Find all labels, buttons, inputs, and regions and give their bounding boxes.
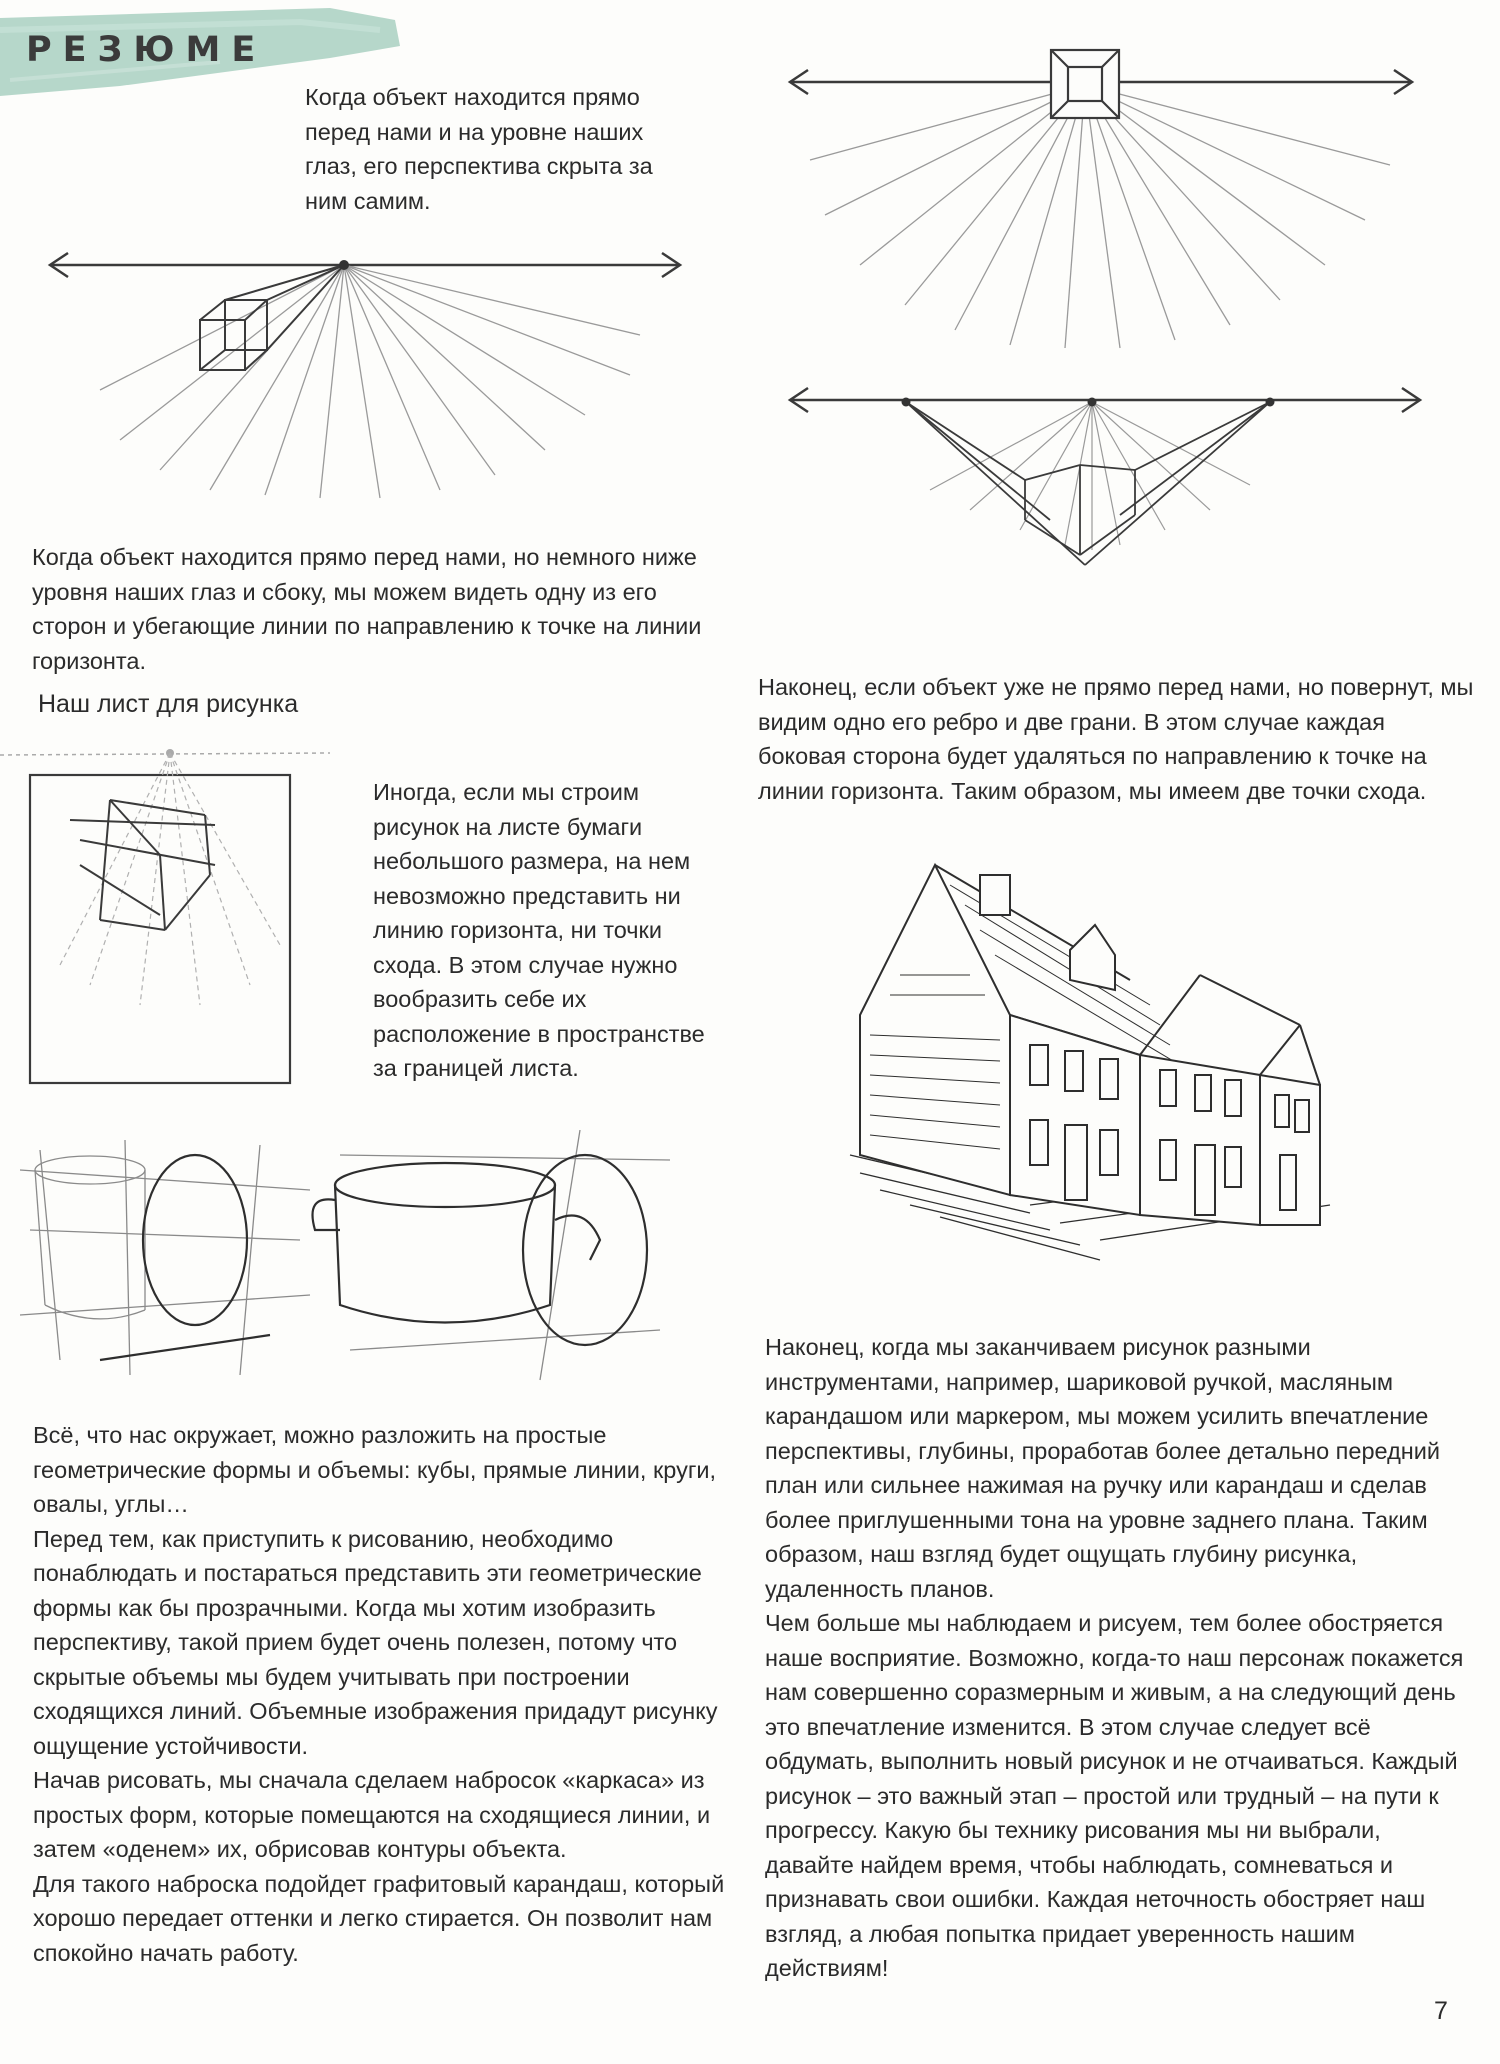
paragraph: Для такого наброска подойдет графитовый карандаш, который хорошо передает оттенки и легко стирается. Он позволит нам спокойно начать работу. — [33, 1870, 725, 1966]
paragraph: Перед тем, как приступить к рисованию, необходимо понаблюдать и постараться представить эти геометрические формы как бы прозрачными. Когда мы хотим изобразить перспективу, такой прием будет очень полезен, потому что скрытые объемы мы будем учитывать при построении сходящихся линий. Объемные изображения придадут рисунку ощущение устойчивости. — [33, 1525, 718, 1759]
paragraph: Начав рисовать, мы сначала сделаем набросок «каркаса» из простых форм, которые помещаются на сходящиеся линии, и затем «оденем» их, обрисовав контуры объекта. — [33, 1767, 711, 1862]
text-frontal-view: Когда объект находится прямо перед нами и на уровне наших глаз, его перспектива скрыта за ним самим. — [305, 84, 653, 214]
paragraph: Чем больше мы наблюдаем и рисуем, тем более обостряется наше восприятие. Возможно, когда-то наш персонаж покажется нам совершенно соразмерным и живым, а на следующий день это впечатление изменится. В этом случае следует всё обдумать, выполнить новый рисунок и не отчаиваться. Каждый рисунок – это важный этап – простой или трудный – на пути к прогрессу. Какую бы технику рисования мы ни выбрали, давайте найдем время, чтобы наблюдать, сомневаться и признавать свои ошибки. Каждая неточность обостряет наш взгляд, а любая попытка придает уверенность нашим действиям! — [765, 1610, 1464, 1981]
text-right-column — [765, 1330, 1470, 1986]
text-small-sheet: Иногда, если мы строим рисунок на листе бумаги небольшого размера, на нем невозможно представить ни линию горизонта, ни точки схода. В этом случае нужно вообразить себе их расположение в пространстве за границей листа. — [373, 779, 705, 1081]
paragraph: Наконец, когда мы заканчиваем рисунок разными инструментами, например, шариковой ручкой, масляным карандашом или маркером, мы можем усилить впечатление перспективы, глубины, проработав более детально передний план или сильнее нажимая на ручку или карандаш и сделав более приглушенными тона на уровне заднего плана. Таким образом, наш взгляд будет ощущать глубину рисунка, удаленность планов. — [765, 1334, 1441, 1602]
diagram-two-point-box — [780, 380, 1430, 580]
subheading-drawing-sheet: Наш лист для рисунка — [38, 690, 299, 718]
diagram-one-point-box — [40, 240, 690, 500]
house-illustration — [840, 855, 1340, 1275]
text-two-vanishing-points: Наконец, если объект уже не прямо перед нами, но повернут, мы видим одно его ребро и две грани. В этом случае каждая боковая сторона будет удаляться по направлению к точке на линии горизонта. Таким образом, мы имеем две точки схода. — [758, 674, 1474, 804]
page-title: РЕЗЮМЕ — [26, 30, 267, 70]
paragraph: Всё, что нас окружает, можно разложить на простые геометрические формы и объемы: кубы, прямые линии, круги, овалы, углы… — [33, 1422, 717, 1517]
text-below-eye-level: Когда объект находится прямо перед нами, но немного ниже уровня наших глаз и сбоку, мы можем видеть одну из его сторон и убегающие линии по направлению к точке на линии горизонта. — [32, 544, 702, 674]
sketch-cylinder-pot — [20, 1130, 680, 1390]
page-number: 7 — [1434, 1997, 1448, 2025]
diagram-frontal-box — [780, 40, 1420, 350]
text-left-column — [33, 1418, 733, 1970]
diagram-small-sheet — [0, 735, 340, 1090]
